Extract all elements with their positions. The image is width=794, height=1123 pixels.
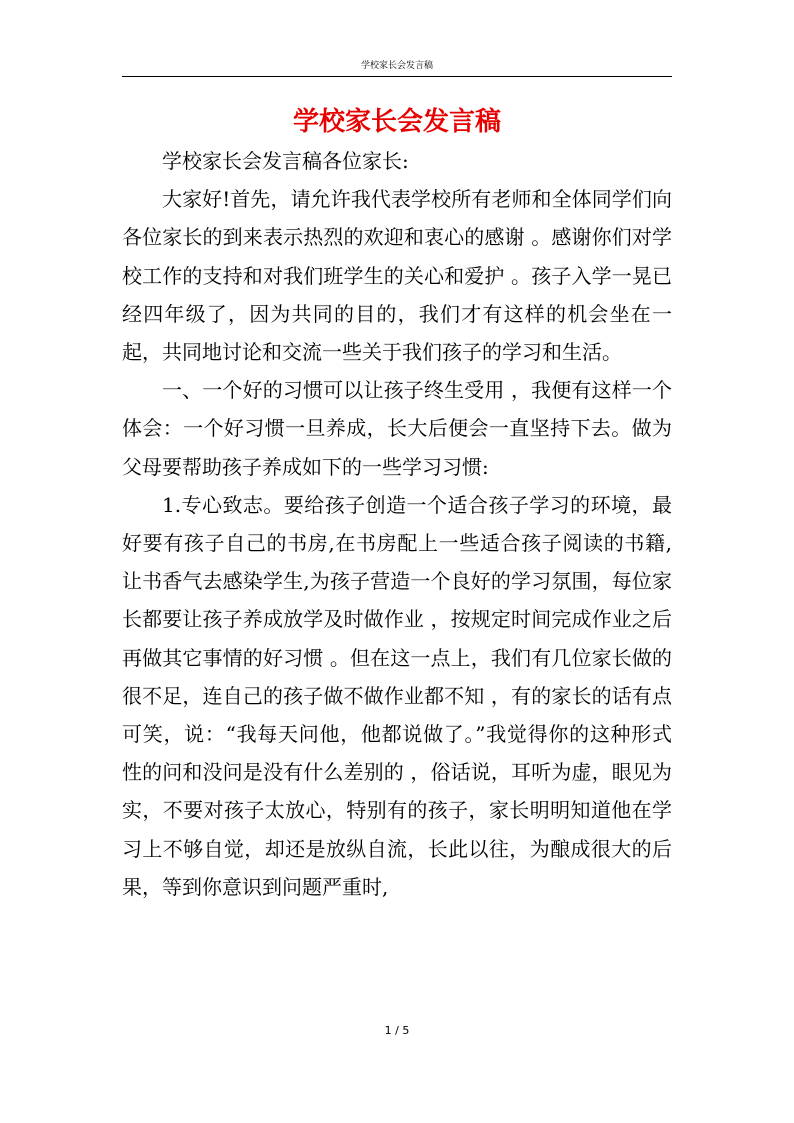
- body-paragraph: 1.专心致志。要给孩子创造一个适合孩子学习的环境，最好要有孩子自己的书房,在书房配上一些适合孩子阅读的书籍,让书香气去感染学生,为孩子营造一个良好的学习氛围，每位家长都要让孩子养成放学及时做作业 ，按规定时间完成作业之后再做其它事情的好习惯 。但在这一点上，我们有几位家长做的很不足，连自己的孩子做不做作业都不知 ，有的家长的话有点可笑，说：“我每天问他，他都说做了。”我觉得你的这种形式性的问和没问是没有什么差别的 ，俗话说，耳听为虚，眼见为实，不要对孩子太放心，特别有的孩子，家长明明知道他在学习上不够自觉，却还是放纵自流，长此以往，为酿成很大的后果，等到你意识到问题严重时,: [122, 492, 672, 899]
- document-title: 学校家长会发言稿: [292, 107, 501, 137]
- running-header: 学校家长会发言稿: [360, 61, 433, 71]
- header-divider: [122, 76, 672, 77]
- body-paragraph: 大家好!首先，请允许我代表学校所有老师和全体同学们向各位家长的到来表示热烈的欢迎和衷心的感谢 。感谢你们对学校工作的支持和对我们班学生的关心和爱护 。孩子入学一晃已经四年级了，因为共同的目的，我们才有这样的机会坐在一起，共同地讨论和交流一些关于我们孩子的学习和生活。: [122, 187, 672, 365]
- body-paragraph: 一、一个好的习惯可以让孩子终生受用 ，我便有这样一个体会：一个好习惯一旦养成，长大后便会一直坚持下去。做为父母要帮助孩子养成如下的一些学习习惯:: [122, 378, 672, 479]
- body-paragraph: 学校家长会发言稿各位家长:: [162, 149, 409, 173]
- document-body: [122, 142, 672, 906]
- page-number: 1 / 5: [384, 1024, 410, 1037]
